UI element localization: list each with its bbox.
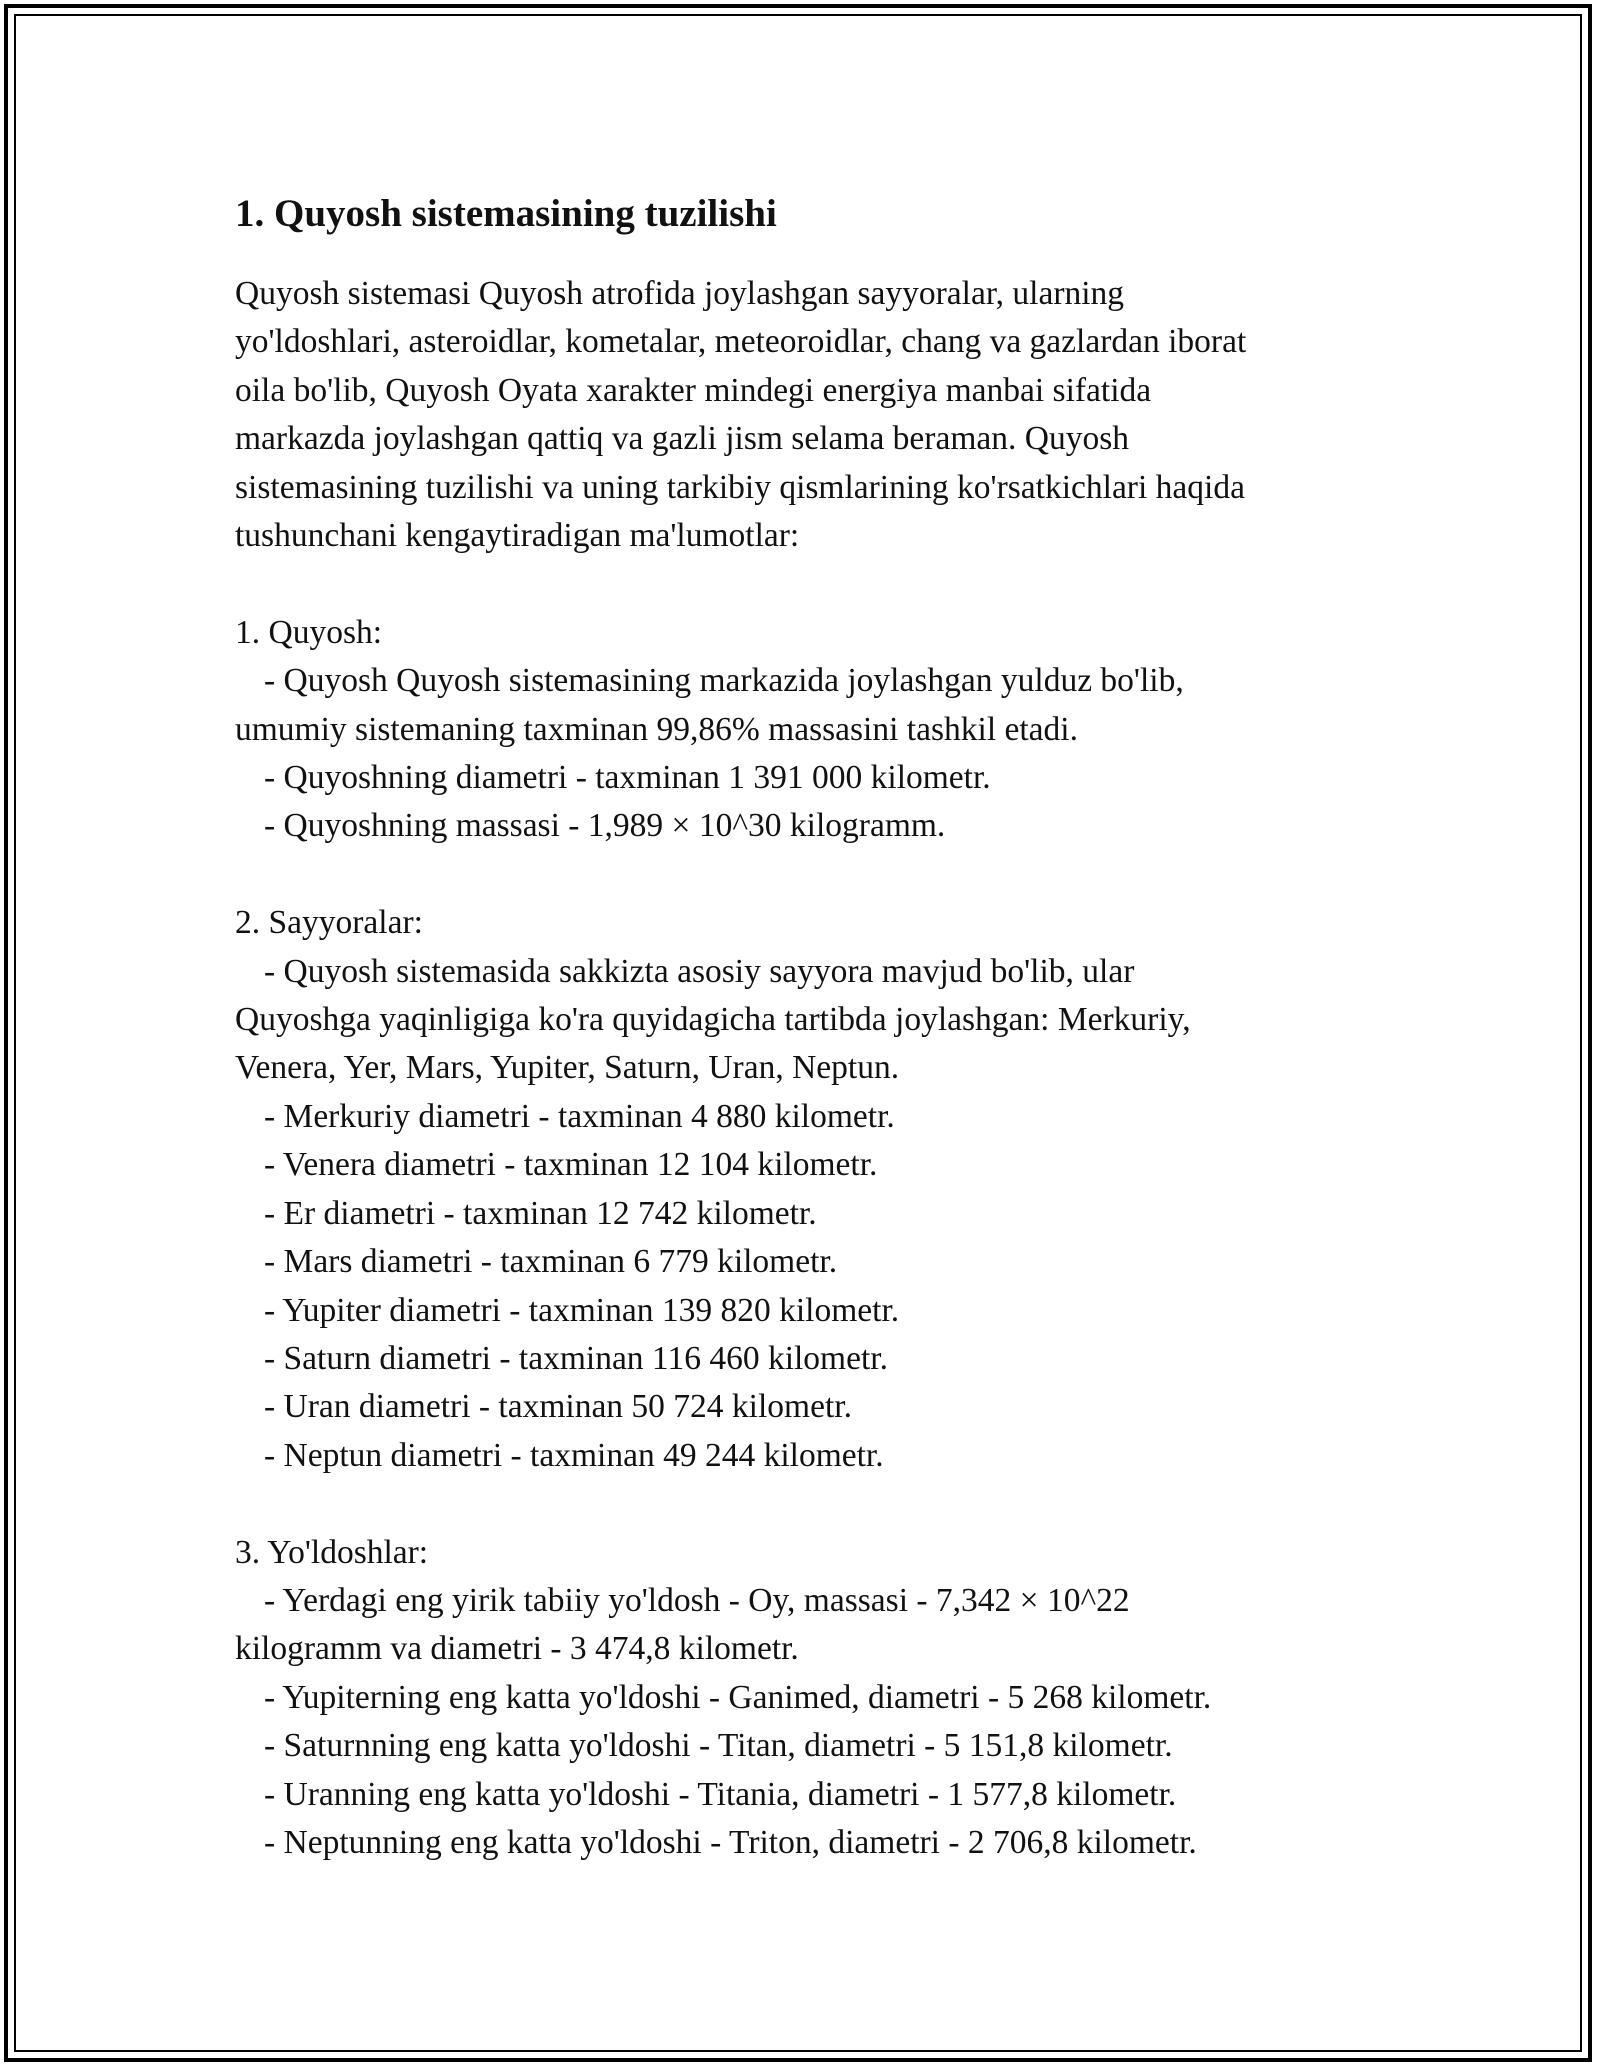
intro-line: Quyosh sistemasi Quyosh atrofida joylashgan sayyoralar, ularning (235, 275, 1125, 312)
intro-line: yo'ldoshlari, asteroidlar, kometalar, meteoroidlar, chang va gazlardan iborat (235, 323, 1247, 361)
section-heading: 2. Sayyoralar: (235, 904, 423, 942)
list-item-continuation: umumiy sistemaning taxminan 99,86% massasini tashkil etadi. (235, 710, 1078, 748)
section-sun (235, 609, 1375, 851)
list-item: - Mars diametri - taxminan 6 779 kilometr. (264, 1243, 838, 1281)
list-item: - Yupiterning eng katta yo'ldoshi - Ganimed, diametri - 5 268 kilometr. (264, 1678, 1212, 1716)
list-item: - Uranning eng katta yo'ldoshi - Titania, diametri - 1 577,8 kilometr. (264, 1775, 1177, 1813)
list-item: - Venera diametri - taxminan 12 104 kilometr. (264, 1146, 878, 1184)
list-item: - Uran diametri - taxminan 50 724 kilometr. (264, 1388, 852, 1426)
list-item: - Saturn diametri - taxminan 116 460 kilometr. (264, 1339, 888, 1377)
list-item-continuation: Quyoshga yaqinligiga ko'ra quyidagicha tartibda joylashgan: Merkuriy, (235, 1001, 1191, 1039)
intro-line: sistemasining tuzilishi va uning tarkibiy qismlarining ko'rsatkichlari haqida (235, 468, 1245, 506)
list-item: - Quyoshning diametri - taxminan 1 391 000 kilometr. (264, 759, 991, 797)
list-item-continuation: kilogramm va diametri - 3 474,8 kilometr. (235, 1630, 799, 1668)
list-item: - Quyoshning massasi - 1,989 × 10^30 kilogramm. (264, 807, 946, 845)
document-title: 1. Quyosh sistemasining tuzilishi (235, 192, 777, 235)
list-item-continuation: Venera, Yer, Mars, Yupiter, Saturn, Uran, Neptun. (235, 1049, 900, 1087)
list-item: - Neptunning eng katta yo'ldoshi - Triton, diametri - 2 706,8 kilometr. (264, 1823, 1197, 1861)
list-item: - Yupiter diametri - taxminan 139 820 kilometr. (264, 1291, 900, 1329)
section-heading: 1. Quyosh: (235, 613, 383, 651)
intro-line: oila bo'lib, Quyosh Oyata xarakter mindegi energiya manbai sifatida (235, 371, 1152, 409)
section-heading: 3. Yo'ldoshlar: (235, 1533, 429, 1571)
list-item: - Merkuriy diametri - taxminan 4 880 kilometr. (264, 1097, 895, 1135)
section-moons (235, 1529, 1375, 1868)
list-item: - Saturnning eng katta yo'ldoshi - Titan, diametri - 5 151,8 kilometr. (264, 1727, 1173, 1765)
list-item: - Quyosh Quyosh sistemasining markazida joylashgan yulduz bo'lib, (264, 662, 1184, 700)
document-body (235, 186, 1375, 1867)
list-item: - Neptun diametri - taxminan 49 244 kilometr. (264, 1436, 884, 1474)
intro-line: tushunchani kengaytiradigan ma'lumotlar: (235, 517, 800, 555)
intro-paragraph (235, 270, 1375, 560)
list-item: - Quyosh sistemasida sakkizta asosiy sayyora mavjud bo'lib, ular (264, 952, 1135, 990)
list-item: - Er diametri - taxminan 12 742 kilometr. (264, 1194, 817, 1232)
list-item: - Yerdagi eng yirik tabiiy yo'ldosh - Oy, massasi - 7,342 × 10^22 (264, 1581, 1130, 1619)
intro-line: markazda joylashgan qattiq va gazli jism selama beraman. Quyosh (235, 420, 1129, 458)
section-planets (235, 899, 1375, 1480)
